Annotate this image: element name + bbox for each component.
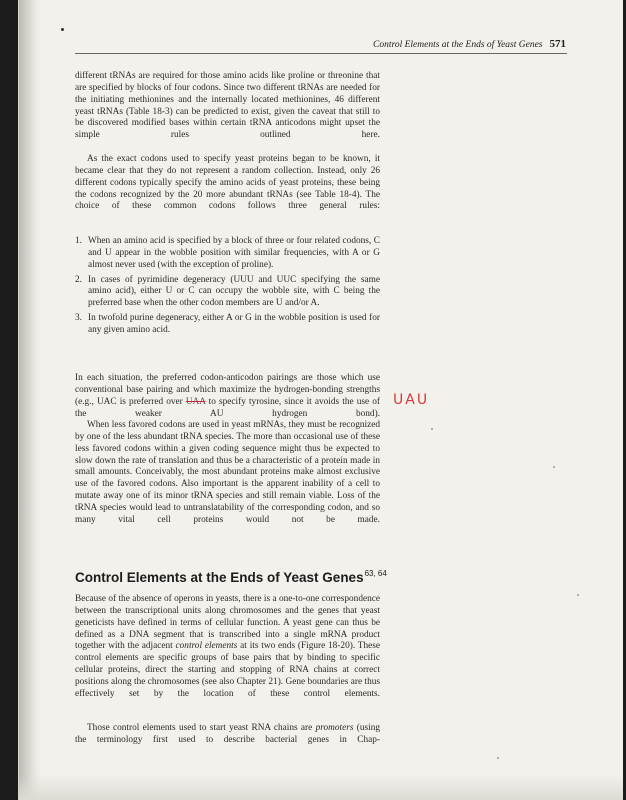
- list-item-text: In twofold purine degeneracy, either A or G in the wobble position is used for any given amino acid.: [88, 313, 380, 335]
- scan-speck: [431, 428, 433, 430]
- paragraph-text: to specify tyrosine, since it avoids the use of the weaker AU hydrogen bond).: [75, 396, 381, 419]
- codon-rules-list: [75, 236, 380, 340]
- paragraph-promoters: [75, 723, 380, 747]
- paragraph-text: Because of the absence of operons in yeasts, there is a one-to-one correspondence between the transcriptional units along chromosomes and the genes that yeast geneticists have defined in terms of cellular function. A yeast gene can thus be defined as a DNA segment that is transcribed into a single mRNA product together with the adjacent: [75, 594, 380, 652]
- list-item-number: 2.: [75, 274, 82, 285]
- section-heading-refs: 63, 64: [364, 569, 387, 578]
- header-rule: [75, 53, 567, 54]
- paragraph-less-favored-codons: [75, 420, 380, 527]
- paragraph-text: As the exact codons used to specify yeast proteins began to be known, it became clear that they do not represent a random collection. Instead, only 26 different codons typically specify the amino acids of yeast proteins, these being the codons recognized by the 20 more abundant tRNAs (see Table 18-4). The choice of these common codons follows three general rules:: [75, 154, 380, 212]
- list-item-text: In cases of pyrimidine degeneracy (UUU and UUC specifying the same amino acid), either U or C can occupy the wobble site, with C being the preferred base when the other codon members are U and/or A.: [88, 274, 380, 309]
- paragraph-gene-definition: [75, 594, 380, 701]
- paragraph-text: different tRNAs are required for those amino acids like proline or threonine that are specified by blocks of four codons. Since two different tRNAs are needed for the initiating methionines and the internally located methionines, 46 different yeast tRNAs (Table 18-3) can be predicted to exist, given the caveat that still to be discovered modified bases within certain tRNA anticodons might upset the simple rules outlined here.: [75, 71, 380, 141]
- emphasis-text: promoters: [315, 723, 354, 733]
- section-heading-text: Control Elements at the Ends of Yeast Genes: [75, 570, 364, 585]
- paragraph-codon-choice: [75, 154, 380, 213]
- scan-speck: [497, 757, 499, 759]
- list-item-number: 3.: [75, 313, 82, 324]
- paragraph-text: (using the terminology first used to describe bacterial genes in Chap-: [75, 723, 380, 745]
- scan-speck: [577, 594, 579, 596]
- struck-codon: UAA: [185, 396, 206, 407]
- running-header-title: Control Elements at the Ends of Yeast Genes: [373, 40, 543, 50]
- paragraph-text: at its two ends (Figure 18-20). These control elements are specific groups of base pairs that by binding to specific cellular proteins, direct the starting and stopping of RNA chains at correct positions along the chromosomes (see also Chapter 21). Gene boundaries are thus effectively set by the location of these control elements.: [75, 641, 380, 699]
- page-number: 571: [549, 38, 566, 50]
- handwritten-margin-note: UAU: [393, 392, 430, 408]
- paragraph-text: In each situation, the preferred codon-anticodon pairings are those which use conventional base pairing and which maximize the hydrogen-bonding strengths (e.g., UAC is preferred over: [75, 373, 380, 407]
- page-bottom-shade: [19, 774, 623, 800]
- paragraph-text: Those control elements used to start yeast RNA chains are: [87, 723, 316, 733]
- list-item: [75, 313, 380, 337]
- list-item: [75, 236, 380, 272]
- section-heading: [75, 569, 387, 585]
- scan-speck: [61, 28, 64, 31]
- page-gutter-shadow: [19, 0, 41, 800]
- list-item: [75, 275, 380, 311]
- emphasis-text: control elements: [175, 641, 238, 652]
- list-item-text: When an amino acid is specified by a block of three or four related codons, C and U appear in the wobble position with similar frequencies, with A or G almost never used (with the exception of proline).: [88, 236, 380, 270]
- scan-speck: [553, 466, 555, 468]
- paragraph-preferred-pairings: [75, 373, 380, 420]
- paragraph-trna-count: [75, 71, 380, 142]
- running-header: [373, 38, 566, 50]
- book-page: [18, 0, 623, 800]
- list-item-number: 1.: [75, 236, 82, 246]
- paragraph-text: When less favored codons are used in yeast mRNAs, they must be recognized by one of the less abundant tRNA species. The more than occasional use of these less favored codons within a given coding sequence might thus be expected to slow down the rate of translation and thus be a characteristic of a protein made in small amounts. Conceivably, the most abundant proteins make almost exclusive use of the favored codons. Also important is the apparent inability of a cell to mutate away one of its minor tRNA species and still remain viable. Loss of the tRNA species would lead to untranslatability of the corresponding codon, and so many vital cell proteins would not be made.: [75, 420, 380, 525]
